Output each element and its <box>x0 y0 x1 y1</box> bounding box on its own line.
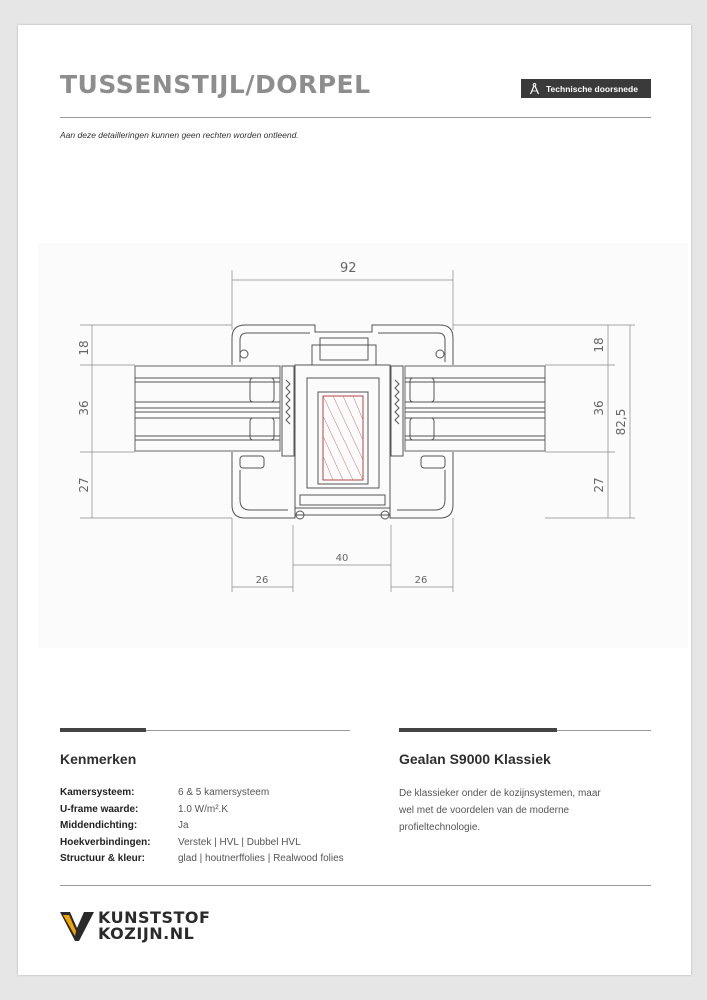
cross-section-svg <box>38 243 688 648</box>
dim-left-mid: 36 <box>77 400 91 416</box>
dim-right-bottom: 27 <box>592 477 606 493</box>
company-logo[interactable] <box>60 910 210 942</box>
spec-row <box>60 818 344 835</box>
features-accent-bar <box>60 728 146 732</box>
header-divider <box>60 117 651 118</box>
dim-bottom-left: 26 <box>255 575 269 586</box>
spec-value: glad | houtnerffolies | Realwood folies <box>178 853 344 864</box>
spec-label: Middendichting: <box>60 820 138 831</box>
spec-label: U-frame waarde: <box>60 803 139 815</box>
dim-left-bottom: 27 <box>77 477 91 493</box>
dim-bottom-right: 26 <box>414 575 428 586</box>
spec-value: Verstek | HVL | Dubbel HVL <box>178 836 301 848</box>
spec-label: Hoekverbindingen: <box>60 836 151 848</box>
dim-left-top: 18 <box>77 340 91 356</box>
dim-right-top: 18 <box>592 337 606 353</box>
technical-section-badge[interactable] <box>521 79 651 98</box>
features-list <box>60 785 344 868</box>
product-heading: Gealan S9000 Klassiek <box>399 751 551 767</box>
spec-row <box>60 785 344 802</box>
product-description: De klassieker onder de kozijnsystemen, maar wel met de voordelen van de moderne profieltechnologie. <box>399 788 601 833</box>
product-divider <box>557 730 651 731</box>
dim-top-width: 92 <box>340 261 357 276</box>
dim-bottom-center: 40 <box>335 553 349 564</box>
logo-line-2: KOZIJN.NL <box>98 924 195 943</box>
spec-value: 6 & 5 kamersysteem <box>178 787 270 798</box>
footer-divider <box>60 885 651 886</box>
spec-label: Structuur & kleur: <box>60 853 146 864</box>
features-divider <box>146 730 350 731</box>
product-accent-bar <box>399 728 557 732</box>
features-heading: Kenmerken <box>60 751 137 767</box>
dim-right-total: 82,5 <box>614 408 628 436</box>
spec-value: Ja <box>178 820 189 831</box>
technical-drawing <box>38 243 688 648</box>
spec-row <box>60 802 344 819</box>
badge-label: Technische doorsnede <box>546 83 638 94</box>
logo-line-1: KUNSTSTOF <box>98 908 211 927</box>
disclaimer: Aan deze detailleringen kunnen geen rechten worden ontleend. <box>60 130 299 140</box>
spec-row <box>60 835 344 852</box>
page-title: TUSSENSTIJL/DORPEL <box>60 70 371 99</box>
logo-mark-icon <box>60 910 94 942</box>
spec-value: 1.0 W/m².K <box>178 803 229 815</box>
spec-label: Kamersysteem: <box>60 787 135 798</box>
compass-icon <box>529 83 540 95</box>
spec-row <box>60 851 344 868</box>
dim-right-mid: 36 <box>592 400 606 416</box>
